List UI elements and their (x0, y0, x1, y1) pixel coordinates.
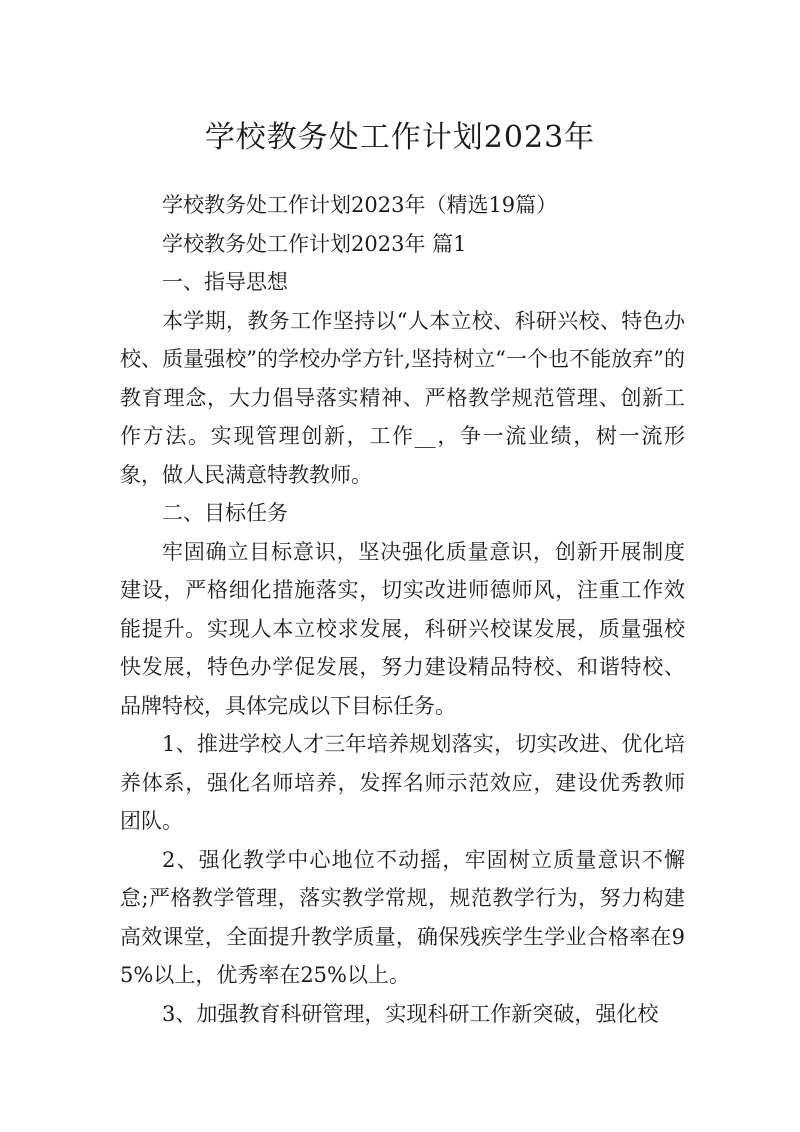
heading-guiding-ideology: 一、指导思想 (162, 270, 288, 294)
document-body (120, 186, 685, 1033)
document-title: 学校教务处工作计划2023年 (204, 120, 596, 156)
section-heading-paragraph: 学校教务处工作计划2023年 篇1 (162, 231, 467, 256)
body-paragraph: 本学期，教务工作坚持以“人本立校、科研兴校、特色办校、质量强校”的学校办学方针,坚持树立“一个也不能放弃”的教育理念，大力倡导落实精神、严格教学规范管理、创新工作方法。实现管理创新，工作__，争一流业绩，树一流形象，做人民满意特教教师。 (120, 308, 685, 487)
subtitle-paragraph: 学校教务处工作计划2023年（精选19篇） (162, 193, 558, 217)
list-item-paragraph: 2、强化教学中心地位不动摇，牢固树立质量意识不懈怠;严格教学管理，落实教学常规，规范教学行为，努力构建高效课堂，全面提升教学质量，确保残疾学生学业合格率在95%以上，优秀率在25%以上。 (120, 847, 685, 987)
heading-goals-tasks: 二、目标任务 (162, 501, 288, 525)
list-item-paragraph: 3、加强教育科研管理，实现科研工作新突破，强化校 (162, 1001, 659, 1026)
body-paragraph: 牢固确立目标意识，坚决强化质量意识，创新开展制度建设，严格细化措施落实，切实改进师德师风，注重工作效能提升。实现人本立校求发展，科研兴校谋发展，质量强校快发展，特色办学促发展，努力建设精品特校、和谐特校、品牌特校，具体完成以下目标任务。 (120, 539, 685, 718)
list-item-paragraph: 1、推进学校人才三年培养规划落实，切实改进、优化培养体系，强化名师培养，发挥名师示范效应，建设优秀教师团队。 (120, 732, 685, 833)
